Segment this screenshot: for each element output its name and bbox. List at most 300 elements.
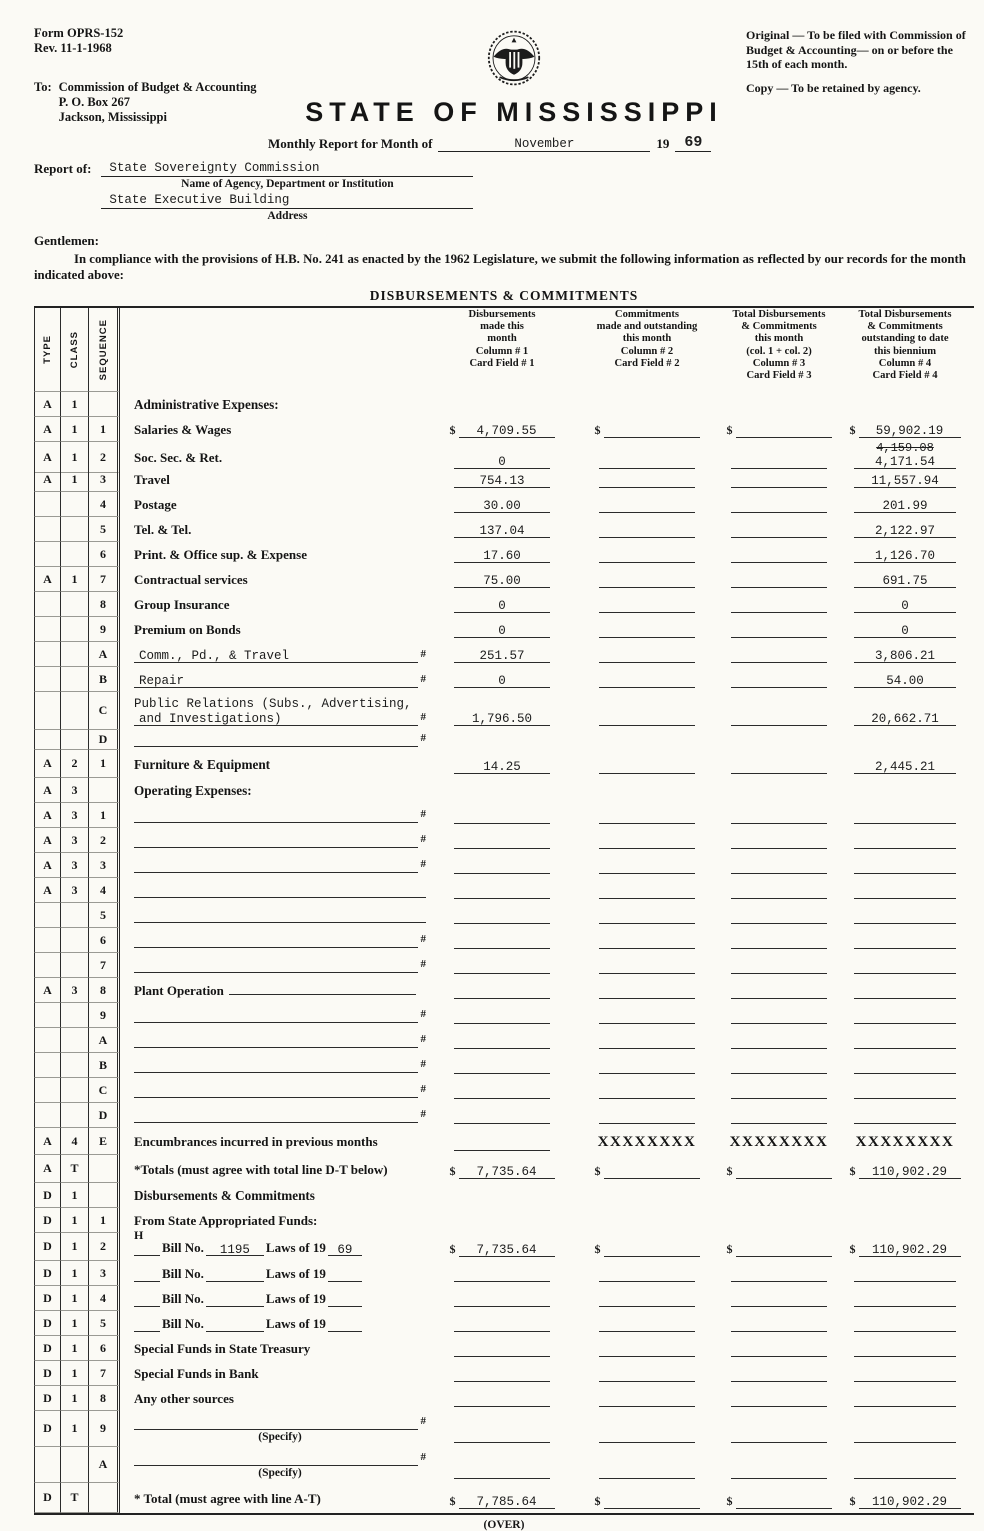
amount-fill-line	[731, 537, 827, 538]
amount-col-2	[572, 1286, 722, 1311]
amount-col-2	[572, 978, 722, 1003]
address-field: State Executive Building	[101, 193, 473, 209]
amount-fill-line	[731, 898, 827, 899]
bill-no-fill	[206, 1331, 264, 1332]
row-label-cell	[120, 1028, 432, 1053]
dollar-sign: $	[726, 423, 733, 437]
struck-value: 4,159.08	[876, 441, 934, 455]
hash-mark: #	[420, 711, 426, 723]
table-row	[34, 953, 974, 978]
row-label-cell	[120, 1078, 432, 1103]
amount-fill-line	[599, 1406, 695, 1407]
sequence-cell: 1	[89, 750, 120, 778]
class-cell	[61, 692, 89, 730]
sequence-cell: 5	[89, 1311, 120, 1336]
amount-fill-line	[731, 487, 827, 488]
amount-col-3	[722, 1155, 836, 1183]
sequence-cell: A	[89, 1028, 120, 1053]
amount-col-3	[722, 730, 836, 750]
amount-col-4	[836, 667, 974, 692]
amount-col-3	[722, 1336, 836, 1361]
amount-col-1	[432, 1003, 572, 1028]
amount-col-1	[432, 642, 572, 667]
row-label-text: * Total (must agree with line A-T)	[134, 1490, 321, 1506]
amount-col-3	[722, 1447, 836, 1483]
amount-fill-line	[731, 1381, 827, 1382]
table-row	[34, 730, 974, 750]
amount-col-1	[432, 692, 572, 730]
row-label-cell	[120, 492, 432, 517]
amount-col-1	[432, 417, 572, 442]
row-label-cell	[120, 692, 432, 730]
row-label-text: Premium on Bonds	[134, 622, 241, 637]
dollar-sign: $	[594, 1164, 601, 1178]
dollar-sign: $	[449, 1242, 456, 1256]
amount-col-3	[722, 1078, 836, 1103]
amount-value: 30.00	[483, 499, 521, 513]
amount-col-2	[572, 1128, 722, 1155]
amount-col-4	[836, 853, 974, 878]
fill-line	[134, 648, 418, 663]
column-header-line: Card Field # 2	[614, 357, 680, 369]
amount-fill-line	[731, 923, 827, 924]
amount-value: 1,126.70	[874, 549, 935, 563]
amount-fill-line	[599, 687, 695, 688]
state-seal-icon	[478, 26, 550, 90]
sequence-cell: 6	[89, 1336, 120, 1361]
row-label-text: Group Insurance	[134, 597, 230, 612]
type-cell	[34, 542, 61, 567]
type-cell	[34, 1447, 61, 1483]
table-row	[34, 803, 974, 828]
sequence-cell: 1	[89, 803, 120, 828]
type-cell: A	[34, 878, 61, 903]
row-label-text: Travel	[134, 472, 170, 487]
class-cell	[61, 1028, 89, 1053]
amount-col-3	[722, 853, 836, 878]
table-row	[34, 750, 974, 778]
amount-fill-line	[731, 687, 827, 688]
amount-value: 17.60	[483, 549, 521, 563]
amount-value: 691.75	[882, 574, 928, 588]
fill-line	[134, 910, 426, 923]
table-row	[34, 878, 974, 903]
type-cell	[34, 492, 61, 517]
amount-fill-line	[454, 1123, 550, 1124]
table-row	[34, 1183, 974, 1208]
amount-col-1	[432, 467, 572, 492]
amount-fill-line	[731, 562, 827, 563]
class-cell	[61, 730, 89, 750]
filing-notes	[746, 26, 974, 104]
table-row	[34, 1208, 974, 1233]
amount-col-4	[836, 1183, 974, 1208]
row-label-cell	[120, 467, 432, 492]
amount-fill-line	[731, 725, 827, 726]
row-label-cell	[120, 1386, 432, 1411]
amount-value: 20,662.71	[871, 712, 939, 726]
sequence-cell: 4	[89, 492, 120, 517]
amount-fill-line	[599, 662, 695, 663]
amount-col-3	[722, 750, 836, 778]
row-label-cell	[120, 878, 432, 903]
laws-label: Laws of 19	[265, 1316, 326, 1331]
type-cell: A	[34, 803, 61, 828]
form-header	[34, 26, 974, 128]
class-cell: T	[61, 1155, 89, 1183]
amount-fill-line	[731, 1442, 827, 1443]
sequence-cell: 1	[89, 417, 120, 442]
type-cell: D	[34, 1361, 61, 1386]
type-cell: D	[34, 1483, 61, 1513]
type-cell	[34, 517, 61, 542]
row-label-text: From State Appropriated Funds:	[134, 1213, 318, 1228]
amount-col-3	[722, 778, 836, 803]
amount-value: 75.00	[483, 574, 521, 588]
amount-col-1	[432, 542, 572, 567]
amount-col-1	[432, 1233, 572, 1261]
amount-col-1	[432, 903, 572, 928]
amount-fill-line	[599, 1048, 695, 1049]
amount-fill-line	[599, 725, 695, 726]
amount-col-4	[836, 928, 974, 953]
table-row	[34, 828, 974, 853]
type-cell	[34, 692, 61, 730]
hash-mark: #	[420, 672, 426, 685]
amount-col-2	[572, 1103, 722, 1128]
amount-value: 1,796.50	[471, 712, 532, 726]
table-row	[34, 417, 974, 442]
amount-col-4	[836, 953, 974, 978]
table-row	[34, 978, 974, 1003]
amount-col-3	[722, 1411, 836, 1447]
table-row	[34, 1003, 974, 1028]
bill-no-fill	[206, 1281, 264, 1282]
type-cell	[34, 730, 61, 750]
fill-line	[134, 673, 418, 688]
amount-col-4	[836, 517, 974, 542]
amount-col-2	[572, 803, 722, 828]
address-caption: Address	[267, 210, 308, 222]
amount-fill-line	[454, 1098, 550, 1099]
amount-col-1	[432, 978, 572, 1003]
amount-col-4	[836, 803, 974, 828]
sequence-cell	[89, 1183, 120, 1208]
row-label-cell	[120, 828, 432, 853]
hash-mark: #	[420, 1414, 426, 1427]
row-label-cell	[120, 1003, 432, 1028]
type-cell: A	[34, 1155, 61, 1183]
amount-fill-line	[854, 1023, 956, 1024]
bill-no-fill	[206, 1241, 264, 1256]
class-cell: 3	[61, 978, 89, 1003]
row-label-text: Repair	[139, 673, 185, 688]
amount-col-4	[836, 878, 974, 903]
amount-col-3	[722, 517, 836, 542]
amount-fill-line	[454, 712, 550, 726]
amount-col-1	[432, 1261, 572, 1286]
dollar-sign: $	[726, 1164, 733, 1178]
column-header-line: & Commitments	[741, 321, 817, 333]
fill-line	[134, 1060, 418, 1073]
amount-fill-line	[854, 760, 956, 774]
amount-value: 0	[498, 455, 506, 469]
description-header	[120, 308, 432, 392]
amount-col-2	[572, 1336, 722, 1361]
sequence-cell: E	[89, 1128, 120, 1155]
amount-col-3	[722, 1386, 836, 1411]
amount-fill-line	[854, 1331, 956, 1332]
amount-fill-line	[454, 549, 550, 563]
type-cell: D	[34, 1233, 61, 1261]
type-cell	[34, 617, 61, 642]
sequence-cell: B	[89, 667, 120, 692]
amount-fill-line	[599, 487, 695, 488]
amount-fill-line	[854, 1073, 956, 1074]
amount-col-2	[572, 953, 722, 978]
crossed-out-value: XXXXXXXX	[855, 1134, 955, 1150]
amount-fill-line	[454, 848, 550, 849]
fill-line	[134, 885, 426, 898]
amount-col-1	[432, 878, 572, 903]
row-label-cell	[120, 953, 432, 978]
laws-label: Laws of 19	[265, 1239, 326, 1255]
handwritten-mark: H	[134, 1227, 144, 1242]
row-label-cell	[120, 642, 432, 667]
amount-fill-line	[454, 948, 550, 949]
class-cell: 1	[61, 1386, 89, 1411]
sequence-cell: 7	[89, 953, 120, 978]
amount-col-4	[836, 1386, 974, 1411]
amount-col-4	[836, 417, 974, 442]
amount-col-2	[572, 1155, 722, 1183]
amount-col-4	[836, 392, 974, 417]
amount-col-2	[572, 517, 722, 542]
table-row	[34, 1483, 974, 1513]
amount-col-1	[432, 1053, 572, 1078]
amount-col-3	[722, 953, 836, 978]
amount-col-4	[836, 1261, 974, 1286]
type-cell: D	[34, 1183, 61, 1208]
amount-col-3	[722, 567, 836, 592]
amount-fill-line	[854, 873, 956, 874]
amount-col-4	[836, 542, 974, 567]
column-header-line: Total Disbursements	[732, 309, 826, 320]
sequence-cell: D	[89, 730, 120, 750]
hash-mark: #	[420, 807, 426, 820]
row-label-cell	[120, 1103, 432, 1128]
fill-line	[134, 1035, 418, 1048]
row-label-cell	[120, 1286, 432, 1311]
amount-col-4	[836, 828, 974, 853]
amount-col-2	[572, 750, 722, 778]
amount-fill-line	[854, 973, 956, 974]
amount-col-1	[432, 1103, 572, 1128]
amount-fill-line	[731, 512, 827, 513]
fill-line	[134, 810, 418, 823]
amount-fill-line	[459, 1243, 555, 1257]
amount-value: 0	[498, 674, 506, 688]
addressee-line: P. O. Box 267	[58, 95, 131, 109]
amount-col-2	[572, 642, 722, 667]
amount-fill-line	[599, 773, 695, 774]
amount-col-2	[572, 1361, 722, 1386]
row-label-text: Comm., Pd., & Travel	[139, 648, 290, 663]
amount-fill-line	[454, 1356, 550, 1357]
dollar-sign: $	[849, 1494, 856, 1508]
sequence-cell: 7	[89, 1361, 120, 1386]
amount-fill-line	[454, 1073, 550, 1074]
amount-fill-line	[599, 562, 695, 563]
amount-fill-line	[604, 1256, 700, 1257]
amount-col-2	[572, 828, 722, 853]
amount-value: 4,709.55	[476, 424, 537, 438]
amount-value: 0	[901, 624, 909, 638]
amount-fill-line	[736, 437, 832, 438]
amount-col-4	[836, 750, 974, 778]
amount-col-1	[432, 617, 572, 642]
class-cell	[61, 517, 89, 542]
hash-mark: #	[420, 1450, 426, 1463]
month-field: November	[438, 137, 650, 152]
amount-fill-line	[854, 649, 956, 663]
amount-col-1	[432, 1208, 572, 1233]
hash-mark: #	[420, 1032, 426, 1045]
specify-caption: (Specify)	[258, 1466, 302, 1479]
amount-col-1	[432, 1311, 572, 1336]
dollar-sign: $	[726, 1494, 733, 1508]
fill-line	[134, 1331, 160, 1332]
amount-value: 7,735.64	[476, 1243, 537, 1257]
table-row	[34, 903, 974, 928]
amount-fill-line	[599, 973, 695, 974]
class-cell	[61, 667, 89, 692]
amount-fill-line	[599, 848, 695, 849]
amount-fill-line	[604, 1508, 700, 1509]
amount-col-3	[722, 392, 836, 417]
table-row	[34, 1053, 974, 1078]
amount-col-1	[432, 1183, 572, 1208]
amount-fill-line	[454, 1442, 550, 1443]
column-header-line: month	[487, 333, 517, 345]
amount-fill-line	[854, 923, 956, 924]
amount-fill-line	[731, 662, 827, 663]
crossed-out-value: XXXXXXXX	[597, 1134, 697, 1150]
class-cell: 1	[61, 392, 89, 417]
amount-fill-line	[454, 760, 550, 774]
amount-fill-line	[454, 998, 550, 999]
amount-fill-line	[599, 537, 695, 538]
class-cell	[61, 642, 89, 667]
amount-value: 14.25	[483, 760, 521, 774]
amount-col-2	[572, 392, 722, 417]
class-cell: T	[61, 1483, 89, 1513]
amount-col-3	[722, 1483, 836, 1513]
amount-col-4	[836, 492, 974, 517]
row-label-text: and Investigations)	[139, 712, 282, 726]
amount-col-3	[722, 467, 836, 492]
band-header-label: SEQUENCE	[97, 318, 109, 381]
amount-fill-line	[599, 1023, 695, 1024]
amount-col-4	[836, 617, 974, 642]
year-fill	[328, 1331, 362, 1332]
row-label-text: Operating Expenses:	[134, 783, 252, 798]
type-cell: A	[34, 1128, 61, 1155]
row-label-cell	[120, 1336, 432, 1361]
amount-col-3	[722, 1128, 836, 1155]
amount-col-1	[432, 953, 572, 978]
row-label-cell	[120, 542, 432, 567]
bill-line	[134, 1266, 414, 1282]
amount-fill-line	[459, 424, 555, 438]
band-header-label: TYPE	[42, 335, 53, 364]
row-label-text: Administrative Expenses:	[134, 397, 279, 412]
table-row	[34, 1361, 974, 1386]
row-label-text: Encumbrances incurred in previous months	[134, 1134, 378, 1149]
original-note: Original — To be filed with Commission of Budget & Accounting— on or before the 15th of each month.	[746, 28, 966, 71]
class-cell	[61, 592, 89, 617]
amount-fill-line	[854, 674, 956, 688]
amount-col-4	[836, 692, 974, 730]
column-header-line: & Commitments	[867, 321, 943, 333]
amount-fill-line	[454, 624, 550, 638]
sequence-cell: C	[89, 1078, 120, 1103]
column-header-4	[836, 308, 974, 392]
amount-col-2	[572, 730, 722, 750]
fill-line	[134, 1010, 418, 1023]
to-label: To:	[34, 80, 52, 94]
fill-line	[134, 835, 418, 848]
amount-col-4	[836, 1028, 974, 1053]
report-month-line	[268, 134, 974, 152]
body-paragraph: In compliance with the provisions of H.B. No. 241 as enacted by the 1962 Legislature, we submit the following information as reflected by our records for the month indicated above:	[34, 252, 966, 282]
amount-fill-line	[731, 973, 827, 974]
amount-fill-line	[454, 1150, 550, 1151]
bill-line	[134, 1291, 414, 1307]
sequence-cell: 5	[89, 517, 120, 542]
type-cell	[34, 953, 61, 978]
amount-col-4	[836, 1483, 974, 1513]
amount-col-4	[836, 1411, 974, 1447]
class-cell: 3	[61, 828, 89, 853]
amount-value: 7,785.64	[476, 1495, 537, 1509]
amount-fill-line	[854, 1123, 956, 1124]
type-cell	[34, 903, 61, 928]
specify-caption: (Specify)	[258, 1430, 302, 1443]
amount-value: 110,902.29	[871, 1165, 947, 1179]
amount-fill-line	[454, 973, 550, 974]
table-row	[34, 1447, 974, 1483]
amount-col-3	[722, 617, 836, 642]
amount-fill-line	[854, 998, 956, 999]
amount-col-1	[432, 567, 572, 592]
table-row	[34, 1311, 974, 1336]
column-header-line: Column # 3	[752, 357, 806, 369]
amount-fill-line	[604, 437, 700, 438]
amount-col-4	[836, 730, 974, 750]
amount-fill-line	[854, 474, 956, 488]
type-cell: D	[34, 1336, 61, 1361]
type-cell: A	[34, 392, 61, 417]
class-cell	[61, 1078, 89, 1103]
type-cell: A	[34, 417, 61, 442]
row-label-cell	[120, 1183, 432, 1208]
class-cell: 3	[61, 803, 89, 828]
amount-fill-line	[599, 923, 695, 924]
row-label-cell	[120, 1261, 432, 1286]
type-cell: D	[34, 1261, 61, 1286]
amount-fill-line	[859, 1165, 961, 1179]
